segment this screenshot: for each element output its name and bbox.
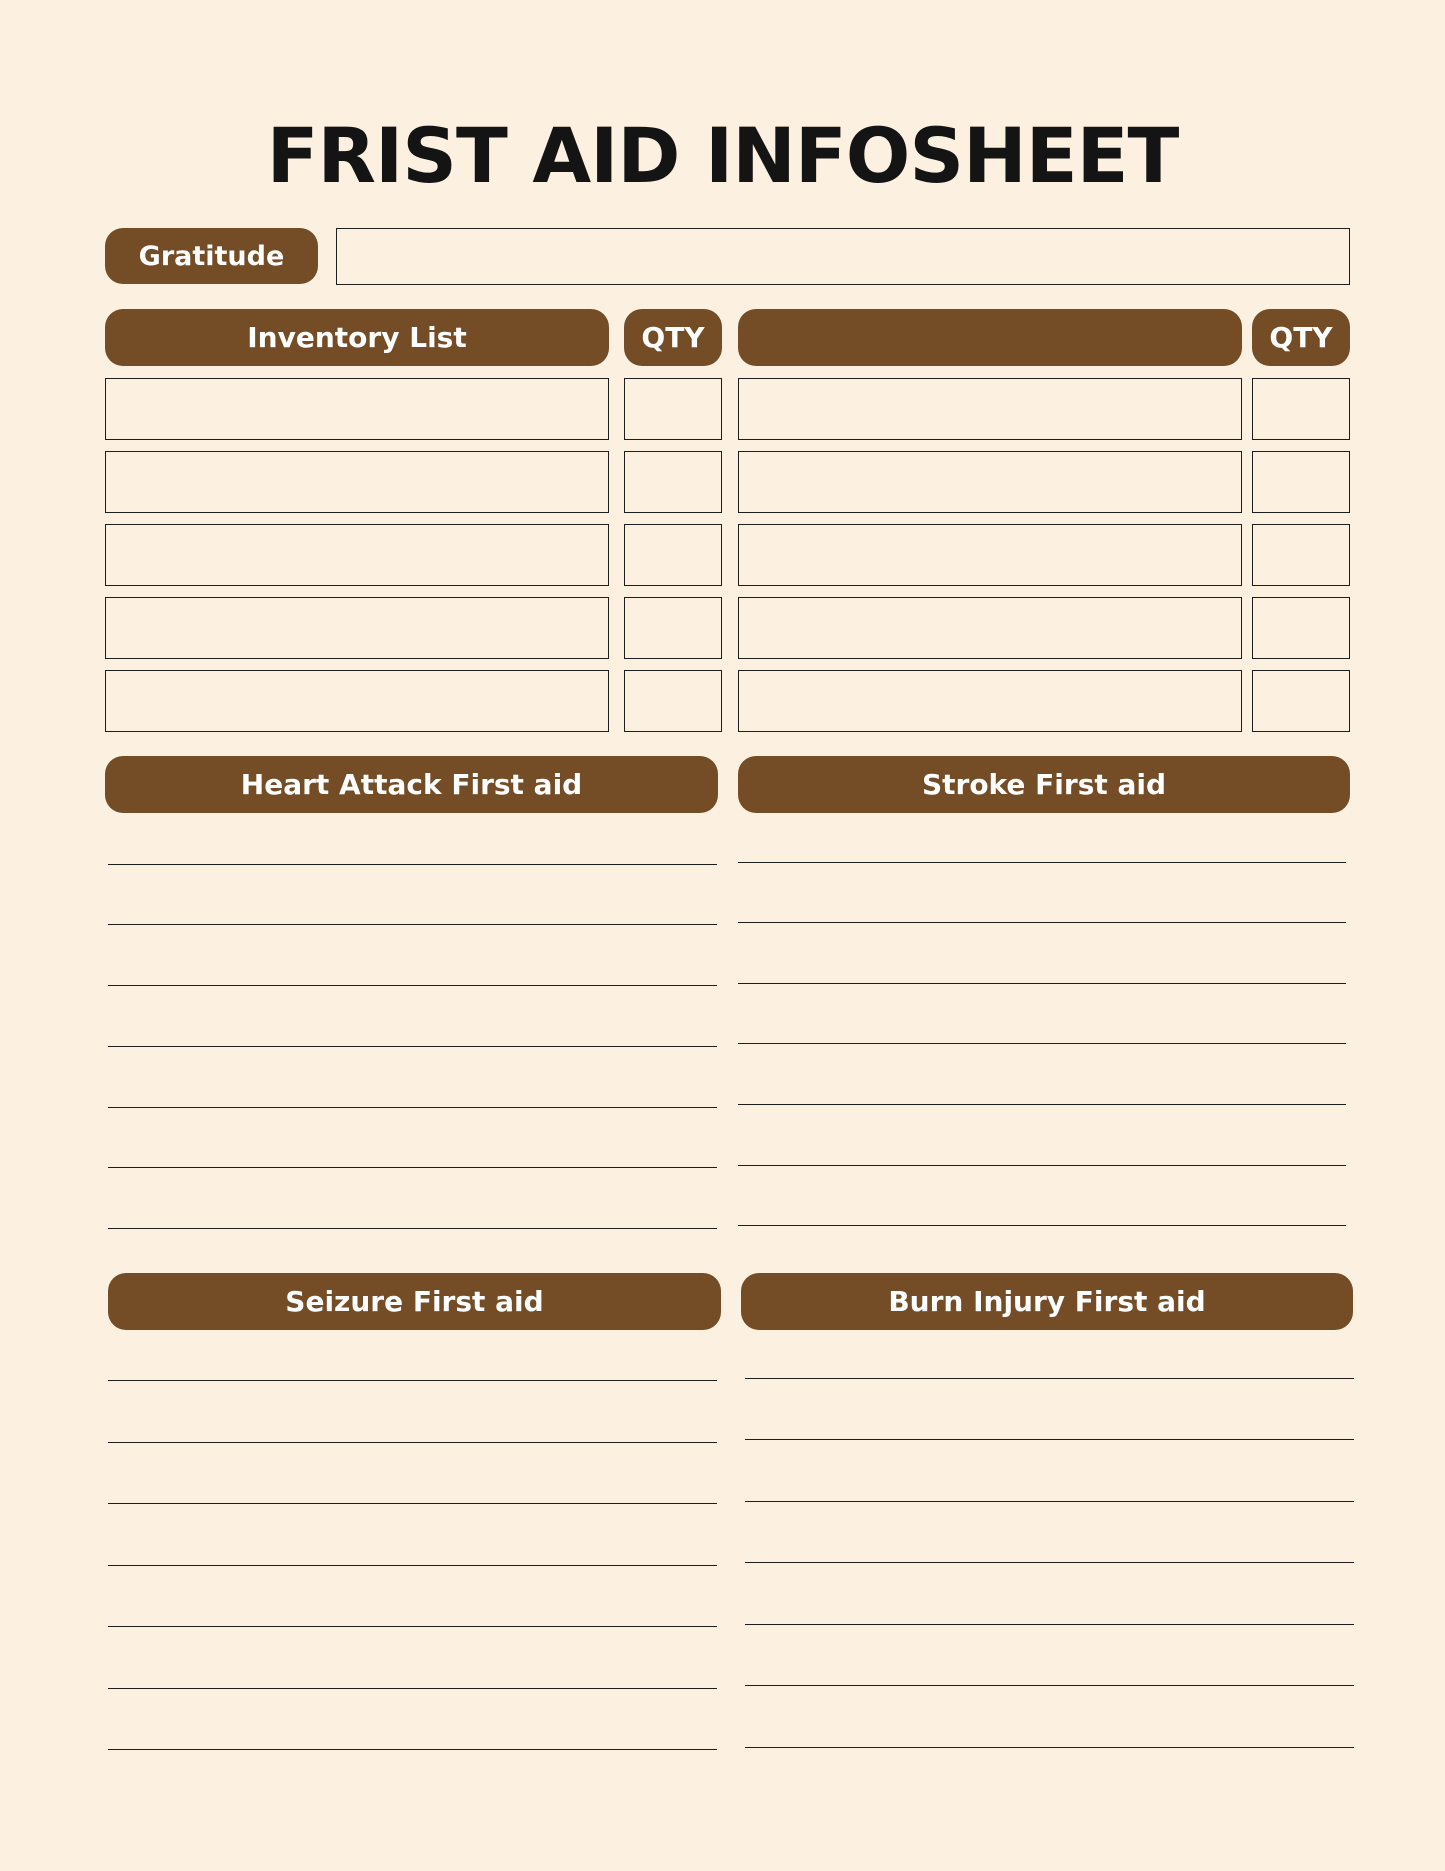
inventory-list-header-right (738, 309, 1242, 366)
writing-line[interactable] (108, 924, 717, 925)
writing-line[interactable] (745, 1624, 1354, 1625)
writing-line[interactable] (745, 1439, 1354, 1440)
writing-line[interactable] (745, 1747, 1354, 1748)
inventory-item-field-left[interactable] (105, 451, 609, 513)
inventory-item-field-right[interactable] (738, 378, 1242, 440)
writing-line[interactable] (738, 922, 1346, 923)
heart-attack-header: Heart Attack First aid (105, 756, 718, 813)
writing-line[interactable] (108, 1503, 717, 1504)
qty-field-right[interactable] (1252, 597, 1350, 659)
writing-line[interactable] (108, 1380, 717, 1381)
inventory-item-field-right[interactable] (738, 670, 1242, 732)
stroke-header: Stroke First aid (738, 756, 1350, 813)
qty-field-right[interactable] (1252, 524, 1350, 586)
qty-header-left: QTY (624, 309, 722, 366)
inventory-item-field-right[interactable] (738, 597, 1242, 659)
gratitude-label: Gratitude (105, 228, 318, 284)
writing-line[interactable] (108, 1442, 717, 1443)
writing-line[interactable] (738, 1104, 1346, 1105)
writing-line[interactable] (745, 1685, 1354, 1686)
inventory-item-field-left[interactable] (105, 597, 609, 659)
burn-injury-header: Burn Injury First aid (741, 1273, 1353, 1330)
gratitude-field[interactable] (336, 228, 1350, 285)
qty-field-left[interactable] (624, 451, 722, 513)
writing-line[interactable] (108, 985, 717, 986)
writing-line[interactable] (108, 1107, 717, 1108)
writing-line[interactable] (745, 1378, 1354, 1379)
qty-field-left[interactable] (624, 597, 722, 659)
writing-line[interactable] (745, 1501, 1354, 1502)
qty-header-right: QTY (1252, 309, 1350, 366)
inventory-list-header: Inventory List (105, 309, 609, 366)
inventory-item-field-left[interactable] (105, 378, 609, 440)
writing-line[interactable] (108, 1565, 717, 1566)
qty-field-right[interactable] (1252, 451, 1350, 513)
writing-line[interactable] (738, 1225, 1346, 1226)
seizure-header: Seizure First aid (108, 1273, 721, 1330)
writing-line[interactable] (738, 862, 1346, 863)
writing-line[interactable] (108, 864, 717, 865)
writing-line[interactable] (108, 1688, 717, 1689)
qty-field-right[interactable] (1252, 378, 1350, 440)
inventory-item-field-right[interactable] (738, 451, 1242, 513)
writing-line[interactable] (738, 1043, 1346, 1044)
writing-line[interactable] (108, 1749, 717, 1750)
qty-field-left[interactable] (624, 378, 722, 440)
qty-field-left[interactable] (624, 524, 722, 586)
writing-line[interactable] (738, 1165, 1346, 1166)
writing-line[interactable] (108, 1167, 717, 1168)
writing-line[interactable] (108, 1228, 717, 1229)
writing-line[interactable] (108, 1626, 717, 1627)
writing-line[interactable] (745, 1562, 1354, 1563)
writing-line[interactable] (108, 1046, 717, 1047)
qty-field-left[interactable] (624, 670, 722, 732)
inventory-item-field-right[interactable] (738, 524, 1242, 586)
writing-line[interactable] (738, 983, 1346, 984)
inventory-item-field-left[interactable] (105, 670, 609, 732)
page-title: FRIST AID INFOSHEET (266, 111, 1179, 200)
inventory-item-field-left[interactable] (105, 524, 609, 586)
qty-field-right[interactable] (1252, 670, 1350, 732)
